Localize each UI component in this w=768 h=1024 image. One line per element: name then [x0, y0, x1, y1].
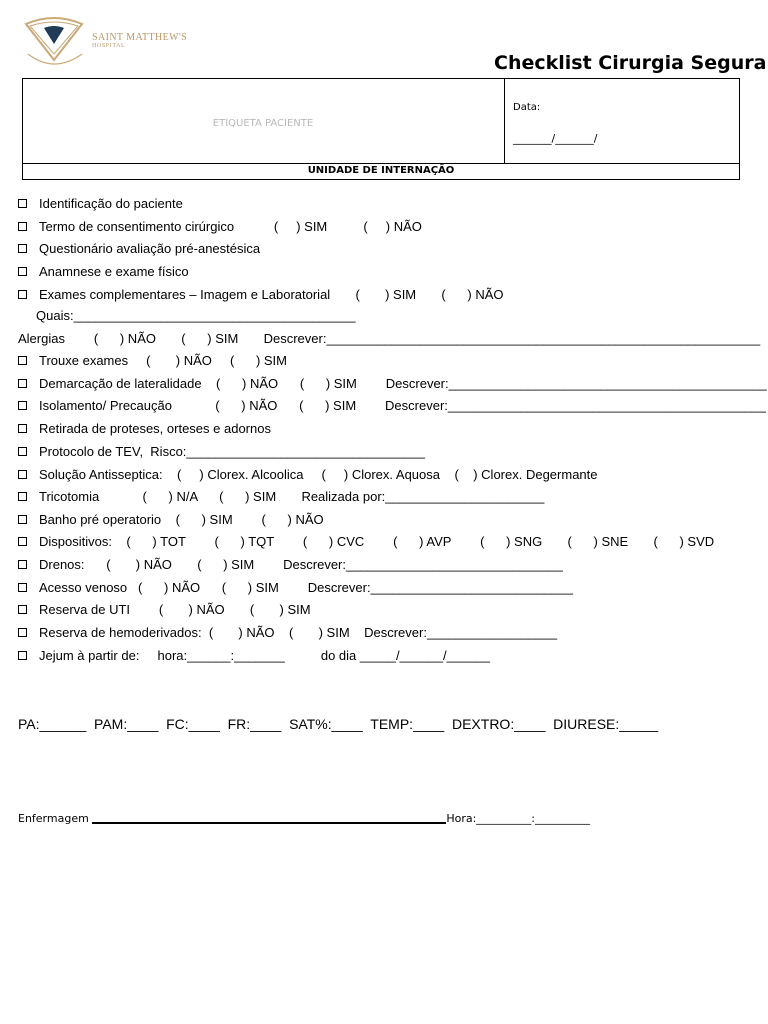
checkbox[interactable] — [18, 628, 27, 637]
checklist-item: Identificação do paciente — [18, 196, 183, 212]
checkbox[interactable] — [18, 379, 27, 388]
date-field[interactable]: _______/_______/ — [513, 132, 598, 145]
date-label: Data: — [513, 102, 541, 113]
nurse-label: Enfermagem — [18, 812, 89, 825]
signature-field[interactable] — [92, 811, 446, 824]
checkbox[interactable] — [18, 651, 27, 660]
checklist-item: Drenos: ( ) NÃO ( ) SIM Descrever:______________________________ — [18, 557, 563, 573]
checkbox[interactable] — [18, 605, 27, 614]
checklist-item: Exames complementares – Imagem e Laboratorial ( ) SIM ( ) NÃO — [18, 287, 504, 303]
checklist-item: Termo de consentimento cirúrgico ( ) SIM ( ) NÃO — [18, 219, 422, 235]
hora-field[interactable]: Hora:__________:__________ — [446, 812, 590, 825]
unit-label: UNIDADE DE INTERNAÇÃO — [307, 165, 455, 176]
checklist-item: Protocolo de TEV, Risco:_________________________________ — [18, 444, 425, 460]
signature-line — [18, 811, 590, 825]
box-divider — [22, 163, 740, 164]
hospital-subtitle: HOSPITAL — [92, 43, 126, 49]
checkbox[interactable] — [18, 244, 27, 253]
checklist-item: Reserva de UTI ( ) NÃO ( ) SIM — [18, 602, 311, 618]
checkbox[interactable] — [18, 356, 27, 365]
checklist-item: Isolamento/ Precaução ( ) NÃO ( ) SIM Descrever:____________________________________________ — [18, 398, 766, 414]
checkbox[interactable] — [18, 290, 27, 299]
checklist-item: Anamnese e exame físico — [18, 264, 189, 280]
checkbox[interactable] — [18, 515, 27, 524]
checklist-item: Banho pré operatorio ( ) SIM ( ) NÃO — [18, 512, 324, 528]
checkbox[interactable] — [18, 583, 27, 592]
checkbox[interactable] — [18, 492, 27, 501]
box-divider — [504, 78, 505, 164]
checkbox[interactable] — [18, 424, 27, 433]
checkbox[interactable] — [18, 199, 27, 208]
checklist-item: Solução Antisseptica: ( ) Clorex. Alcoolica ( ) Clorex. Aquosa ( ) Clorex. Degermante — [18, 467, 598, 483]
checkbox[interactable] — [18, 401, 27, 410]
checklist-item: Questionário avaliação pré-anestésica — [18, 241, 260, 257]
checklist-item: Quais:_______________________________________ — [18, 308, 356, 323]
checklist-item: Trouxe exames ( ) NÃO ( ) SIM — [18, 353, 287, 369]
checklist-item: Dispositivos: ( ) TOT ( ) TQT ( ) CVC ( ) AVP ( ) SNG ( ) SNE ( ) SVD — [18, 534, 714, 550]
checklist-item: Tricotomia ( ) N/A ( ) SIM Realizada por:______________________ — [18, 489, 544, 505]
vital-signs: PA:______ PAM:____ FC:____ FR:____ SAT%:____ TEMP:____ DEXTRO:____ DIURESE:_____ — [18, 716, 659, 732]
checkbox[interactable] — [18, 222, 27, 231]
checkbox[interactable] — [18, 537, 27, 546]
checklist-item: Reserva de hemoderivados: ( ) NÃO ( ) SIM Descrever:__________________ — [18, 625, 557, 641]
checkbox[interactable] — [18, 447, 27, 456]
checkbox[interactable] — [18, 267, 27, 276]
checklist-item: Jejum à partir de: hora:______:_______ do dia _____/______/______ — [18, 648, 490, 664]
checkbox[interactable] — [18, 560, 27, 569]
checklist-item: Acesso venoso ( ) NÃO ( ) SIM Descrever:____________________________ — [18, 580, 573, 596]
patient-label-placeholder: ETIQUETA PACIENTE — [212, 118, 314, 129]
page-title: Checklist Cirurgia Segura — [494, 52, 767, 74]
checklist-item: Demarcação de lateralidade ( ) NÃO ( ) SIM Descrever:____________________________________________ — [18, 376, 767, 392]
checklist-item: Retirada de proteses, orteses e adornos — [18, 421, 271, 437]
checkbox[interactable] — [18, 470, 27, 479]
hospital-name: SAINT MATTHEW'S — [92, 32, 188, 43]
checklist-item: Alergias ( ) NÃO ( ) SIM Descrever:____________________________________________________________ — [18, 331, 761, 346]
